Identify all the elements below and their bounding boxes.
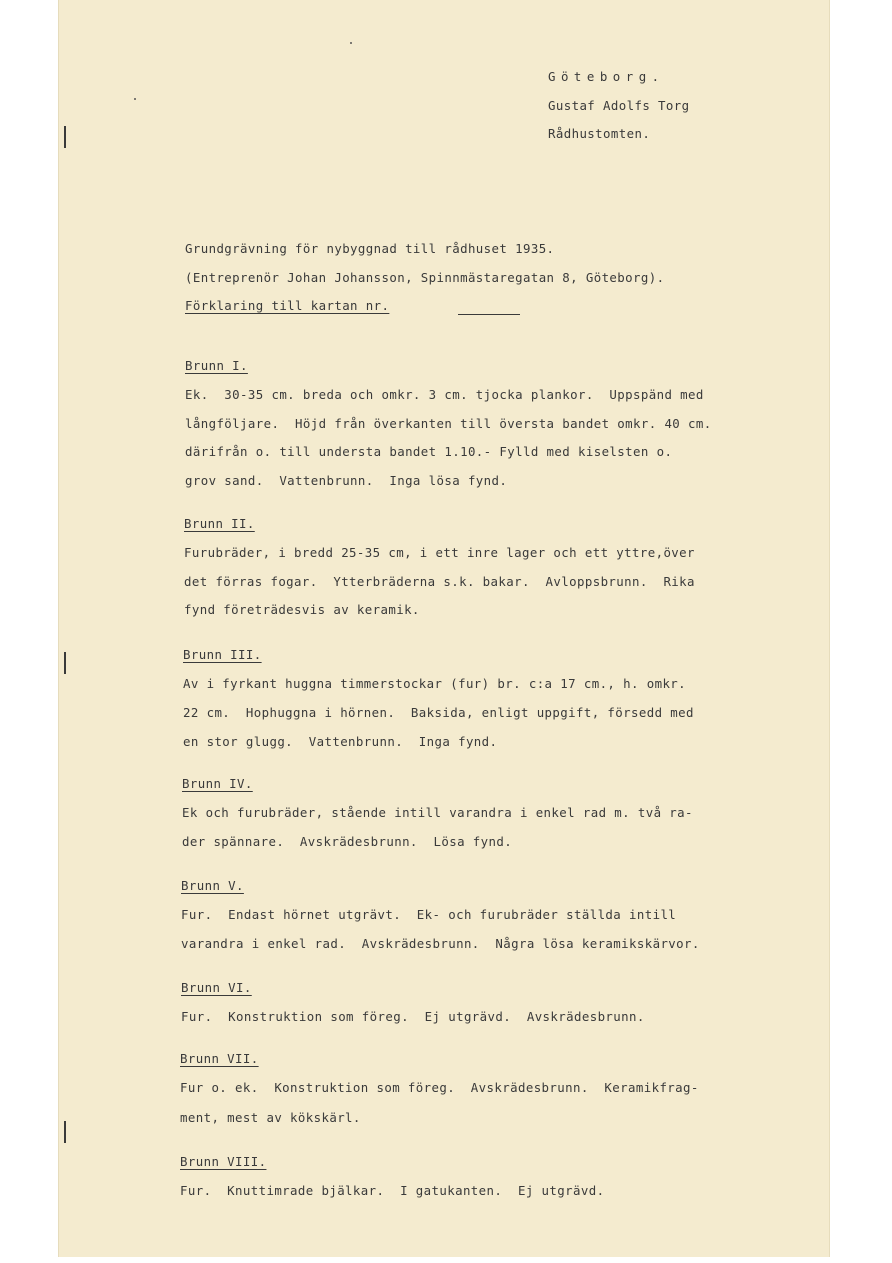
well-text-line: en stor glugg. Vattenbrunn. Inga fynd.: [183, 734, 498, 749]
well-title: Brunn VIII.: [180, 1154, 267, 1169]
well-text-line: Fur. Konstruktion som föreg. Ej utgrävd. Avskrädesbrunn.: [181, 1009, 645, 1024]
header-street: Gustaf Adolfs Torg: [548, 98, 690, 113]
intro-heading: Förklaring till kartan nr.: [185, 298, 390, 313]
well-text-line: fynd företrädesvis av keramik.: [184, 602, 420, 617]
well-title: Brunn III.: [183, 647, 262, 662]
well-text-line: Av i fyrkant huggna timmerstockar (fur) br. c:a 17 cm., h. omkr.: [183, 676, 687, 691]
well-text-line: ment, mest av kökskärl.: [180, 1110, 361, 1125]
paper-speck: [134, 98, 136, 100]
well-text-line: Ek och furubräder, stående intill varandra i enkel rad m. två ra-: [182, 805, 693, 820]
header-place: Göteborg.: [548, 69, 665, 84]
well-text-line: Fur. Knuttimrade bjälkar. I gatukanten. Ej utgrävd.: [180, 1183, 605, 1198]
well-text-line: Fur o. ek. Konstruktion som föreg. Avskrädesbrunn. Keramikfrag-: [180, 1080, 699, 1095]
well-text-line: Fur. Endast hörnet utgrävt. Ek- och furubräder ställda intill: [181, 907, 677, 922]
well-text-line: varandra i enkel rad. Avskrädesbrunn. Några lösa keramikskärvor.: [181, 936, 700, 951]
intro-line: (Entreprenör Johan Johansson, Spinnmästaregatan 8, Göteborg).: [185, 270, 665, 285]
well-text-line: det förras fogar. Ytterbräderna s.k. bakar. Avloppsbrunn. Rika: [184, 574, 695, 589]
well-title: Brunn VII.: [180, 1051, 259, 1066]
punch-hole-mark: [64, 126, 66, 148]
intro-line: Grundgrävning för nybyggnad till rådhuset 1935.: [185, 241, 555, 256]
paper-speck: [350, 42, 352, 44]
well-text-line: grov sand. Vattenbrunn. Inga lösa fynd.: [185, 473, 508, 488]
punch-hole-mark: [64, 652, 66, 674]
well-text-line: därifrån o. till understa bandet 1.10.- Fylld med kiselsten o.: [185, 444, 673, 459]
well-title: Brunn VI.: [181, 980, 252, 995]
header-site: Rådhustomten.: [548, 126, 651, 141]
well-text-line: 22 cm. Hophuggna i hörnen. Baksida, enligt uppgift, försedd med: [183, 705, 694, 720]
well-text-line: Furubräder, i bredd 25-35 cm, i ett inre lager och ett yttre,över: [184, 545, 695, 560]
document-page: [58, 0, 830, 1257]
well-text-line: der spännare. Avskrädesbrunn. Lösa fynd.: [182, 834, 513, 849]
well-title: Brunn V.: [181, 878, 244, 893]
well-text-line: Ek. 30-35 cm. breda och omkr. 3 cm. tjocka plankor. Uppspänd med: [185, 387, 704, 402]
well-title: Brunn II.: [184, 516, 255, 531]
well-text-line: långföljare. Höjd från överkanten till översta bandet omkr. 40 cm.: [185, 416, 712, 431]
fill-in-blank-line: [458, 314, 520, 315]
punch-hole-mark: [64, 1121, 66, 1143]
well-title: Brunn I.: [185, 358, 248, 373]
well-title: Brunn IV.: [182, 776, 253, 791]
